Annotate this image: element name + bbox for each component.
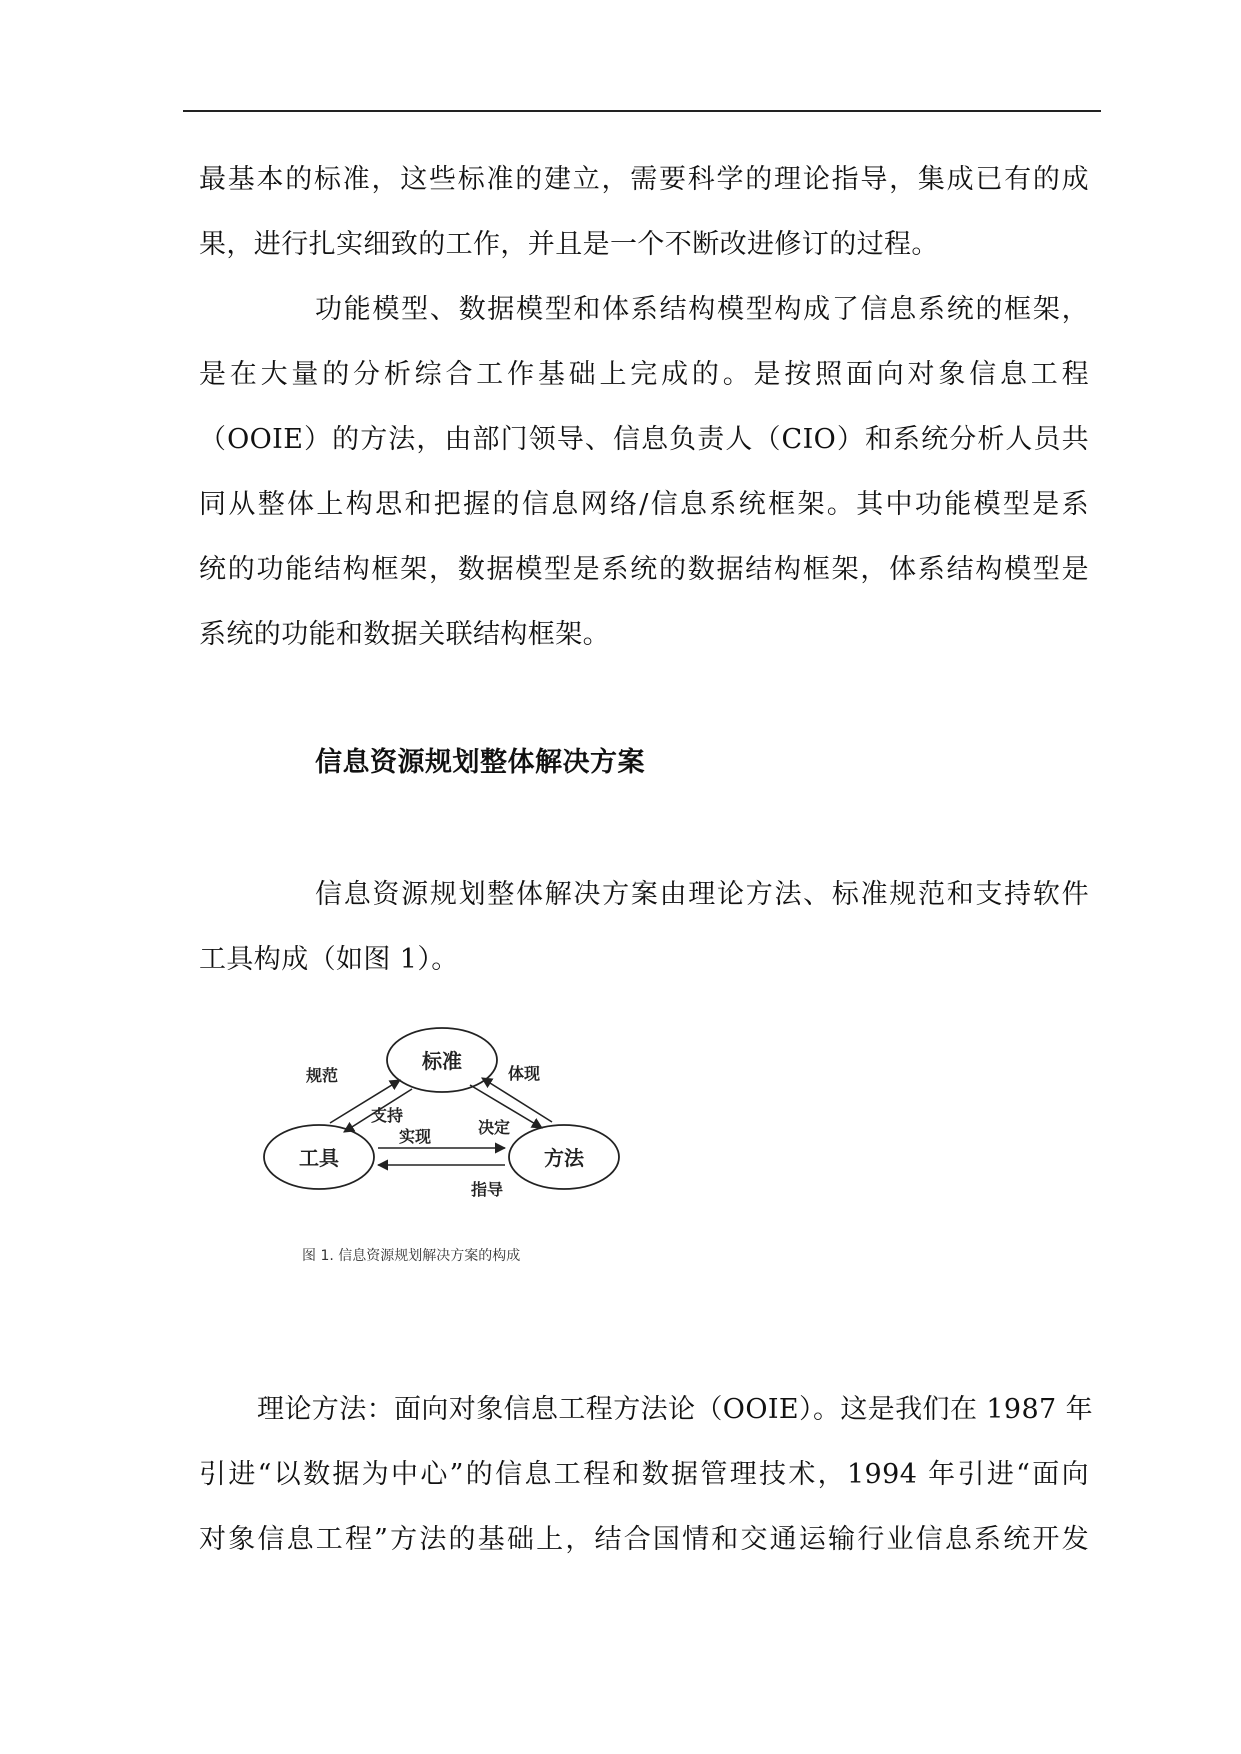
edge-label-regulate: 规范: [305, 1066, 339, 1085]
edge-label-implement: 实现: [398, 1127, 432, 1146]
edge-label-support: 支持: [370, 1106, 404, 1125]
node-tool-label: 工具: [299, 1146, 339, 1170]
paragraph-3-line-1: 信息资源规划整体解决方案由理论方法、标准规范和支持软件: [315, 879, 1089, 910]
figure-caption: 图 1. 信息资源规划解决方案的构成: [302, 1248, 521, 1264]
paragraph-2-line-3: （OOIE）的方法，由部门领导、信息负责人（CIO）和系统分析人员共: [199, 424, 1089, 455]
paragraph-4-line-3: 对象信息工程”方法的基础上，结合国情和交通运输行业信息系统开发: [199, 1524, 1089, 1555]
paragraph-3-line-2: 工具构成（如图 1）。: [199, 944, 459, 975]
edge-label-decide: 决定: [477, 1118, 511, 1137]
paragraph-1-line-1: 最基本的标准，这些标准的建立，需要科学的理论指导，集成已有的成: [199, 164, 1089, 195]
paragraph-2-line-6: 系统的功能和数据关联结构框架。: [199, 619, 610, 650]
paragraph-1-line-2: 果，进行扎实细致的工作，并且是一个不断改进修订的过程。: [199, 229, 939, 260]
paragraph-3: [199, 862, 1089, 992]
paragraph-2-line-2: 是在大量的分析综合工作基础上完成的。是按照面向对象信息工程: [199, 359, 1089, 390]
figure-1: [262, 1005, 642, 1275]
node-method-label: 方法: [544, 1146, 584, 1170]
header-rule: [183, 110, 1101, 112]
paragraph-4-line-2: 引进“以数据为中心”的信息工程和数据管理技术，1994 年引进“面向: [199, 1459, 1089, 1490]
edge-method-to-standard: [482, 1078, 552, 1122]
node-standard-label: 标准: [422, 1049, 462, 1073]
paragraph-4: [199, 1377, 1094, 1572]
paragraph-2-line-4: 同从整体上构思和把握的信息网络/信息系统框架。其中功能模型是系: [199, 489, 1089, 520]
figure-1-diagram: [262, 1005, 642, 1275]
paragraph-2-line-5: 统的功能结构框架，数据模型是系统的数据结构框架，体系结构模型是: [199, 554, 1089, 585]
edge-label-guide: 指导: [470, 1180, 504, 1199]
paragraph-1: [199, 147, 1089, 277]
section-heading: 信息资源规划整体解决方案: [315, 747, 645, 778]
paragraph-4-line-1: 理论方法：面向对象信息工程方法论（OOIE）。这是我们在 1987 年: [257, 1394, 1094, 1425]
paragraph-2: [199, 277, 1089, 667]
edge-label-embody: 体现: [507, 1064, 541, 1083]
paragraph-2-line-1: 功能模型、数据模型和体系结构模型构成了信息系统的框架，: [315, 294, 1089, 325]
